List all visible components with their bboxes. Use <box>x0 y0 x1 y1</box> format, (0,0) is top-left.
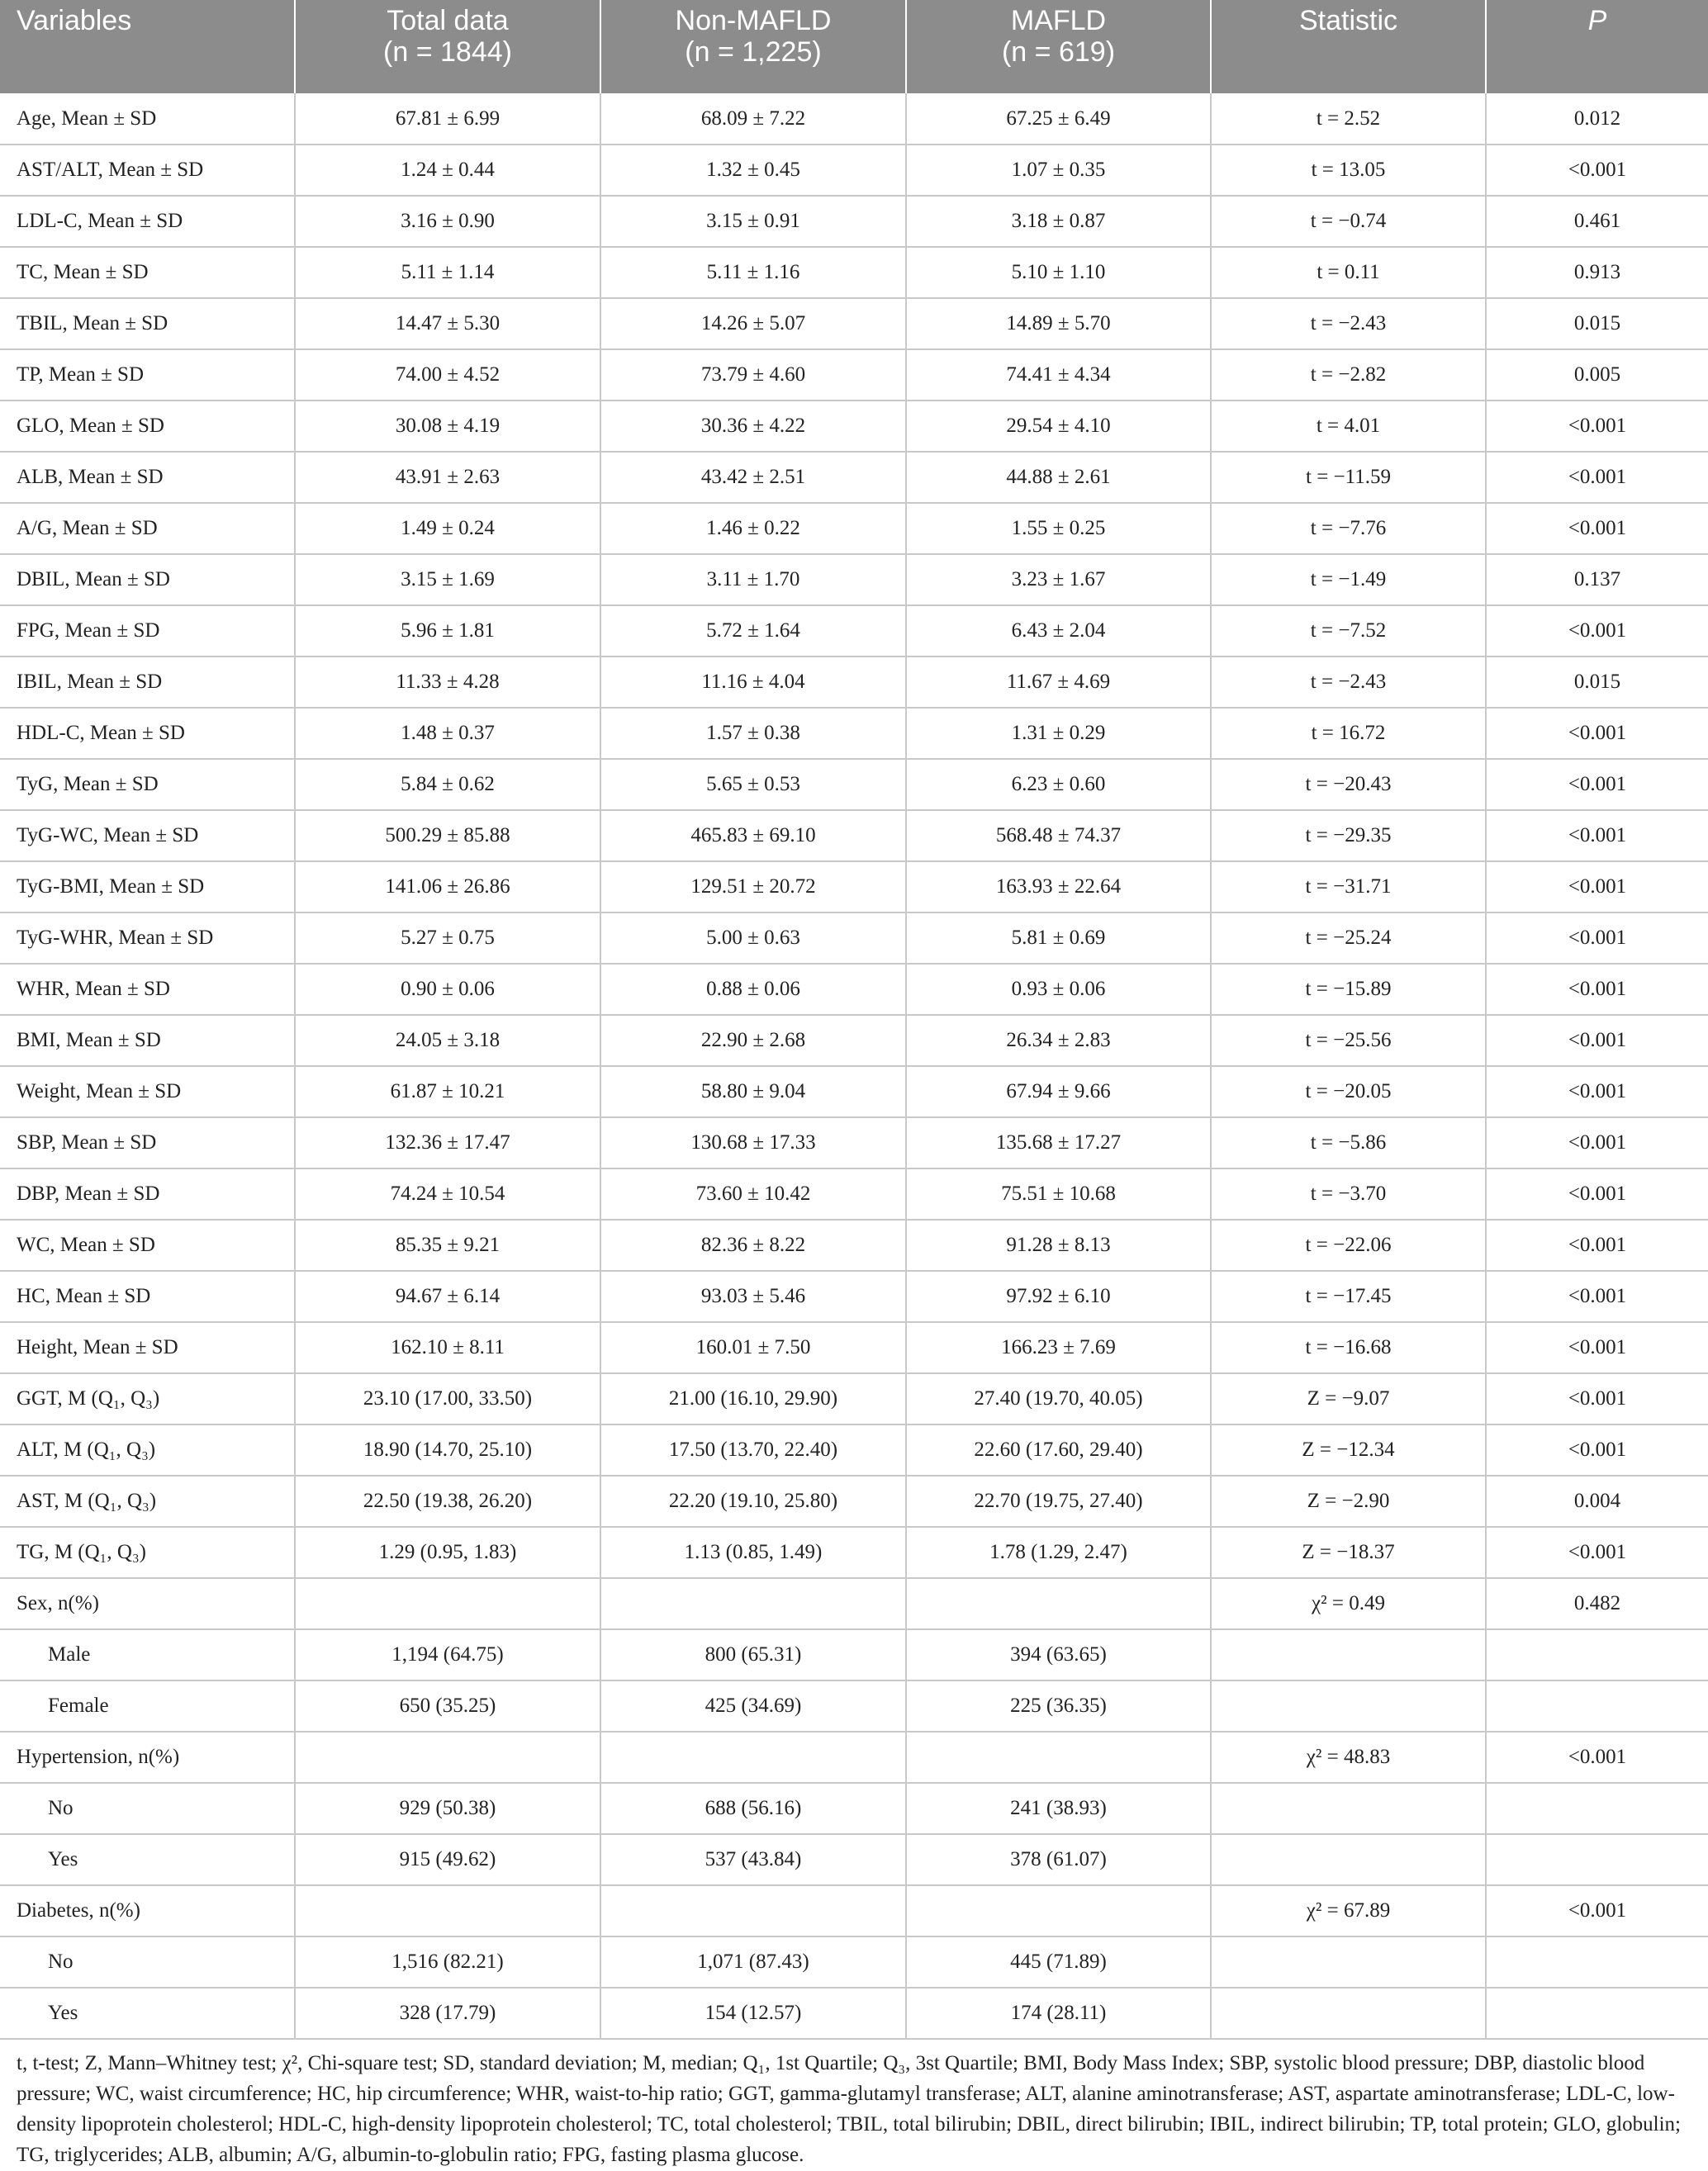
statistic-cell: t = 13.05 <box>1211 145 1486 196</box>
table-row <box>0 861 1708 912</box>
table-row <box>0 912 1708 964</box>
mafld-cell: 91.28 ± 8.13 <box>906 1220 1211 1271</box>
p-value-cell: <0.001 <box>1486 1015 1708 1066</box>
mafld-cell: 44.88 ± 2.61 <box>906 452 1211 503</box>
p-value-cell: 0.913 <box>1486 247 1708 298</box>
mafld-cell: 1.78 (1.29, 2.47) <box>906 1527 1211 1578</box>
non-mafld-cell: 73.79 ± 4.60 <box>600 349 906 401</box>
non-mafld-cell: 14.26 ± 5.07 <box>600 298 906 349</box>
total-data-cell: 3.15 ± 1.69 <box>295 554 600 605</box>
p-value-cell: 0.005 <box>1486 349 1708 401</box>
table-row <box>0 1424 1708 1476</box>
total-data-cell: 1.49 ± 0.24 <box>295 503 600 554</box>
table-row <box>0 1578 1708 1629</box>
mafld-cell: 27.40 (19.70, 40.05) <box>906 1373 1211 1424</box>
statistic-cell: Z = −18.37 <box>1211 1527 1486 1578</box>
table-row <box>0 708 1708 759</box>
mafld-cell <box>906 1885 1211 1936</box>
statistic-cell <box>1211 1834 1486 1885</box>
table-row <box>0 349 1708 401</box>
mafld-cell: 22.70 (19.75, 27.40) <box>906 1476 1211 1527</box>
mafld-cell: 241 (38.93) <box>906 1783 1211 1834</box>
statistic-cell: Z = −12.34 <box>1211 1424 1486 1476</box>
non-mafld-cell: 465.83 ± 69.10 <box>600 810 906 861</box>
table-row <box>0 1680 1708 1732</box>
variable-cell: LDL-C, Mean ± SD <box>0 196 295 247</box>
mafld-cell: 0.93 ± 0.06 <box>906 964 1211 1015</box>
statistic-cell: χ² = 0.49 <box>1211 1578 1486 1629</box>
variable-cell: Yes <box>0 1834 295 1885</box>
statistic-cell: t = 0.11 <box>1211 247 1486 298</box>
non-mafld-cell: 5.11 ± 1.16 <box>600 247 906 298</box>
p-value-cell <box>1486 1680 1708 1732</box>
non-mafld-cell: 160.01 ± 7.50 <box>600 1322 906 1373</box>
total-data-cell: 5.11 ± 1.14 <box>295 247 600 298</box>
non-mafld-cell <box>600 1732 906 1783</box>
statistic-cell: t = −7.76 <box>1211 503 1486 554</box>
table-row <box>0 759 1708 810</box>
table-row <box>0 1271 1708 1322</box>
mafld-cell: 394 (63.65) <box>906 1629 1211 1680</box>
mafld-cell: 29.54 ± 4.10 <box>906 401 1211 452</box>
p-value-cell: 0.482 <box>1486 1578 1708 1629</box>
mafld-cell: 26.34 ± 2.83 <box>906 1015 1211 1066</box>
non-mafld-cell: 154 (12.57) <box>600 1988 906 2039</box>
p-value-cell: 0.461 <box>1486 196 1708 247</box>
header-row <box>0 0 1708 93</box>
total-data-cell: 328 (17.79) <box>295 1988 600 2039</box>
non-mafld-cell: 73.60 ± 10.42 <box>600 1168 906 1220</box>
table-row <box>0 554 1708 605</box>
total-data-cell: 74.24 ± 10.54 <box>295 1168 600 1220</box>
p-value-cell: <0.001 <box>1486 1885 1708 1936</box>
table-row <box>0 1988 1708 2039</box>
p-value-cell <box>1486 1988 1708 2039</box>
variable-cell: HDL-C, Mean ± SD <box>0 708 295 759</box>
non-mafld-cell: 1,071 (87.43) <box>600 1936 906 1988</box>
statistic-cell <box>1211 1936 1486 1988</box>
non-mafld-cell <box>600 1885 906 1936</box>
variable-cell: HC, Mean ± SD <box>0 1271 295 1322</box>
total-data-cell: 24.05 ± 3.18 <box>295 1015 600 1066</box>
p-value-cell: 0.137 <box>1486 554 1708 605</box>
non-mafld-cell: 43.42 ± 2.51 <box>600 452 906 503</box>
non-mafld-cell: 93.03 ± 5.46 <box>600 1271 906 1322</box>
header-variables: Variables <box>0 0 295 93</box>
variable-cell: FPG, Mean ± SD <box>0 605 295 657</box>
variable-cell: Height, Mean ± SD <box>0 1322 295 1373</box>
table-row <box>0 1015 1708 1066</box>
total-data-cell: 132.36 ± 17.47 <box>295 1117 600 1168</box>
variable-cell: IBIL, Mean ± SD <box>0 657 295 708</box>
statistic-cell: χ² = 48.83 <box>1211 1732 1486 1783</box>
statistic-cell: t = −31.71 <box>1211 861 1486 912</box>
variable-cell: No <box>0 1936 295 1988</box>
total-data-cell: 22.50 (19.38, 26.20) <box>295 1476 600 1527</box>
total-data-cell: 141.06 ± 26.86 <box>295 861 600 912</box>
variable-cell: TyG-BMI, Mean ± SD <box>0 861 295 912</box>
mafld-cell: 3.23 ± 1.67 <box>906 554 1211 605</box>
statistic-cell: t = −7.52 <box>1211 605 1486 657</box>
p-value-cell: <0.001 <box>1486 145 1708 196</box>
variable-cell: Sex, n(%) <box>0 1578 295 1629</box>
statistic-cell: t = 4.01 <box>1211 401 1486 452</box>
p-value-cell: <0.001 <box>1486 452 1708 503</box>
p-value-cell: <0.001 <box>1486 912 1708 964</box>
variable-cell: TC, Mean ± SD <box>0 247 295 298</box>
statistic-cell: Z = −2.90 <box>1211 1476 1486 1527</box>
variable-cell: GGT, M (Q₁, Q₃) <box>0 1373 295 1424</box>
mafld-cell: 1.55 ± 0.25 <box>906 503 1211 554</box>
non-mafld-cell: 30.36 ± 4.22 <box>600 401 906 452</box>
p-value-cell: 0.015 <box>1486 657 1708 708</box>
total-data-cell: 23.10 (17.00, 33.50) <box>295 1373 600 1424</box>
variable-cell: Weight, Mean ± SD <box>0 1066 295 1117</box>
mafld-cell <box>906 1732 1211 1783</box>
statistic-cell: t = −20.43 <box>1211 759 1486 810</box>
mafld-cell: 74.41 ± 4.34 <box>906 349 1211 401</box>
table-row <box>0 810 1708 861</box>
statistic-cell: t = −29.35 <box>1211 810 1486 861</box>
table-row <box>0 1117 1708 1168</box>
total-data-cell: 5.96 ± 1.81 <box>295 605 600 657</box>
variable-cell: AST/ALT, Mean ± SD <box>0 145 295 196</box>
variable-cell: TG, M (Q₁, Q₃) <box>0 1527 295 1578</box>
statistic-cell: t = −2.43 <box>1211 298 1486 349</box>
p-value-cell: <0.001 <box>1486 1271 1708 1322</box>
p-value-cell: 0.012 <box>1486 93 1708 145</box>
total-data-cell: 11.33 ± 4.28 <box>295 657 600 708</box>
table-row <box>0 1066 1708 1117</box>
mafld-cell: 1.07 ± 0.35 <box>906 145 1211 196</box>
total-data-cell: 1,194 (64.75) <box>295 1629 600 1680</box>
total-data-cell: 3.16 ± 0.90 <box>295 196 600 247</box>
statistic-cell: t = −15.89 <box>1211 964 1486 1015</box>
total-data-cell: 5.84 ± 0.62 <box>295 759 600 810</box>
mafld-cell: 445 (71.89) <box>906 1936 1211 1988</box>
non-mafld-cell: 5.72 ± 1.64 <box>600 605 906 657</box>
mafld-cell: 67.94 ± 9.66 <box>906 1066 1211 1117</box>
variable-cell: ALT, M (Q₁, Q₃) <box>0 1424 295 1476</box>
p-value-cell: <0.001 <box>1486 1373 1708 1424</box>
table-row <box>0 1629 1708 1680</box>
statistic-cell: t = −16.68 <box>1211 1322 1486 1373</box>
p-value-cell: <0.001 <box>1486 759 1708 810</box>
statistic-cell: t = −2.43 <box>1211 657 1486 708</box>
statistic-cell: t = −22.06 <box>1211 1220 1486 1271</box>
p-value-cell: <0.001 <box>1486 1732 1708 1783</box>
p-value-cell: <0.001 <box>1486 1424 1708 1476</box>
mafld-cell: 5.81 ± 0.69 <box>906 912 1211 964</box>
table-row <box>0 1936 1708 1988</box>
statistic-cell: t = 16.72 <box>1211 708 1486 759</box>
total-data-cell: 1,516 (82.21) <box>295 1936 600 1988</box>
total-data-cell: 1.48 ± 0.37 <box>295 708 600 759</box>
total-data-cell: 14.47 ± 5.30 <box>295 298 600 349</box>
p-value-cell: <0.001 <box>1486 1322 1708 1373</box>
p-value-cell: 0.015 <box>1486 298 1708 349</box>
total-data-cell: 43.91 ± 2.63 <box>295 452 600 503</box>
table-body <box>0 93 1708 2039</box>
p-value-cell: <0.001 <box>1486 1066 1708 1117</box>
total-data-cell: 650 (35.25) <box>295 1680 600 1732</box>
header-p-value: P <box>1486 0 1708 93</box>
p-value-cell: <0.001 <box>1486 1220 1708 1271</box>
mafld-cell: 6.23 ± 0.60 <box>906 759 1211 810</box>
mafld-cell: 135.68 ± 17.27 <box>906 1117 1211 1168</box>
table-row <box>0 1220 1708 1271</box>
p-value-cell: <0.001 <box>1486 1527 1708 1578</box>
table-row <box>0 247 1708 298</box>
non-mafld-cell: 22.20 (19.10, 25.80) <box>600 1476 906 1527</box>
non-mafld-cell: 688 (56.16) <box>600 1783 906 1834</box>
table-row <box>0 503 1708 554</box>
mafld-cell: 6.43 ± 2.04 <box>906 605 1211 657</box>
variable-cell: GLO, Mean ± SD <box>0 401 295 452</box>
variable-cell: ALB, Mean ± SD <box>0 452 295 503</box>
p-value-cell: <0.001 <box>1486 861 1708 912</box>
variable-cell: Age, Mean ± SD <box>0 93 295 145</box>
non-mafld-cell: 130.68 ± 17.33 <box>600 1117 906 1168</box>
variable-cell: TyG-WC, Mean ± SD <box>0 810 295 861</box>
table-row <box>0 298 1708 349</box>
non-mafld-cell: 22.90 ± 2.68 <box>600 1015 906 1066</box>
variable-cell: DBIL, Mean ± SD <box>0 554 295 605</box>
table-row <box>0 1476 1708 1527</box>
non-mafld-cell: 11.16 ± 4.04 <box>600 657 906 708</box>
p-value-cell <box>1486 1783 1708 1834</box>
p-value-cell: <0.001 <box>1486 964 1708 1015</box>
mafld-cell <box>906 1578 1211 1629</box>
variable-cell: TBIL, Mean ± SD <box>0 298 295 349</box>
variable-cell: AST, M (Q₁, Q₃) <box>0 1476 295 1527</box>
p-value-cell <box>1486 1936 1708 1988</box>
total-data-cell: 500.29 ± 85.88 <box>295 810 600 861</box>
variable-cell: A/G, Mean ± SD <box>0 503 295 554</box>
mafld-cell: 5.10 ± 1.10 <box>906 247 1211 298</box>
table-row <box>0 605 1708 657</box>
mafld-cell: 11.67 ± 4.69 <box>906 657 1211 708</box>
mafld-cell: 1.31 ± 0.29 <box>906 708 1211 759</box>
table-row <box>0 1373 1708 1424</box>
total-data-cell: 162.10 ± 8.11 <box>295 1322 600 1373</box>
non-mafld-cell: 537 (43.84) <box>600 1834 906 1885</box>
total-data-cell: 18.90 (14.70, 25.10) <box>295 1424 600 1476</box>
variable-cell: Yes <box>0 1988 295 2039</box>
statistic-cell: t = −0.74 <box>1211 196 1486 247</box>
mafld-cell: 568.48 ± 74.37 <box>906 810 1211 861</box>
non-mafld-cell: 1.32 ± 0.45 <box>600 145 906 196</box>
non-mafld-cell <box>600 1578 906 1629</box>
statistic-cell: t = −25.56 <box>1211 1015 1486 1066</box>
non-mafld-cell: 800 (65.31) <box>600 1629 906 1680</box>
table-row <box>0 1168 1708 1220</box>
table-row <box>0 1834 1708 1885</box>
non-mafld-cell: 5.65 ± 0.53 <box>600 759 906 810</box>
statistic-cell: t = −17.45 <box>1211 1271 1486 1322</box>
p-value-cell: <0.001 <box>1486 1117 1708 1168</box>
p-value-cell: <0.001 <box>1486 708 1708 759</box>
statistic-cell: t = 2.52 <box>1211 93 1486 145</box>
mafld-cell: 166.23 ± 7.69 <box>906 1322 1211 1373</box>
non-mafld-cell: 17.50 (13.70, 22.40) <box>600 1424 906 1476</box>
total-data-cell: 5.27 ± 0.75 <box>295 912 600 964</box>
statistic-cell: Z = −9.07 <box>1211 1373 1486 1424</box>
p-value-cell: 0.004 <box>1486 1476 1708 1527</box>
table-row <box>0 964 1708 1015</box>
table-row <box>0 657 1708 708</box>
statistic-cell: χ² = 67.89 <box>1211 1885 1486 1936</box>
total-data-cell: 0.90 ± 0.06 <box>295 964 600 1015</box>
statistic-cell: t = −11.59 <box>1211 452 1486 503</box>
non-mafld-cell: 58.80 ± 9.04 <box>600 1066 906 1117</box>
total-data-cell: 67.81 ± 6.99 <box>295 93 600 145</box>
variable-cell: Diabetes, n(%) <box>0 1885 295 1936</box>
variable-cell: WC, Mean ± SD <box>0 1220 295 1271</box>
variable-cell: DBP, Mean ± SD <box>0 1168 295 1220</box>
statistic-cell <box>1211 1629 1486 1680</box>
non-mafld-cell: 68.09 ± 7.22 <box>600 93 906 145</box>
header-statistic: Statistic <box>1211 0 1486 93</box>
variable-cell: TP, Mean ± SD <box>0 349 295 401</box>
total-data-cell <box>295 1578 600 1629</box>
variable-cell: Female <box>0 1680 295 1732</box>
p-value-cell: <0.001 <box>1486 605 1708 657</box>
statistic-cell <box>1211 1988 1486 2039</box>
total-data-cell: 61.87 ± 10.21 <box>295 1066 600 1117</box>
p-value-cell <box>1486 1629 1708 1680</box>
statistic-cell: t = −1.49 <box>1211 554 1486 605</box>
table-row <box>0 1732 1708 1783</box>
variable-cell: Male <box>0 1629 295 1680</box>
table-header <box>0 0 1708 93</box>
mafld-cell: 378 (61.07) <box>906 1834 1211 1885</box>
statistic-cell: t = −5.86 <box>1211 1117 1486 1168</box>
mafld-cell: 22.60 (17.60, 29.40) <box>906 1424 1211 1476</box>
variable-cell: TyG-WHR, Mean ± SD <box>0 912 295 964</box>
table-row <box>0 1527 1708 1578</box>
table-row <box>0 1783 1708 1834</box>
non-mafld-cell: 3.15 ± 0.91 <box>600 196 906 247</box>
mafld-cell: 163.93 ± 22.64 <box>906 861 1211 912</box>
non-mafld-cell: 82.36 ± 8.22 <box>600 1220 906 1271</box>
non-mafld-cell: 1.13 (0.85, 1.49) <box>600 1527 906 1578</box>
non-mafld-cell: 425 (34.69) <box>600 1680 906 1732</box>
p-value-cell: <0.001 <box>1486 503 1708 554</box>
p-value-cell <box>1486 1834 1708 1885</box>
variable-cell: BMI, Mean ± SD <box>0 1015 295 1066</box>
mafld-cell: 75.51 ± 10.68 <box>906 1168 1211 1220</box>
mafld-cell: 97.92 ± 6.10 <box>906 1271 1211 1322</box>
variable-cell: TyG, Mean ± SD <box>0 759 295 810</box>
table-footnote: t, t-test; Z, Mann–Whitney test; χ², Chi-square test; SD, standard deviation; M, median; Q₁, 1st Quartile; Q₃, 3st Quartile; BMI, Body Mass Index; SBP, systolic blood pressure; DBP, diastolic blood pressure; WC, waist circumference; HC, hip circumference; WHR, waist-to-hip ratio; GGT, gamma-glutamyl transferase; ALT, alanine aminotransferase; AST, aspartate aminotransferase; LDL-C, low-density lipoprotein cholesterol; HDL-C, high-density lipoprotein cholesterol; TC, total cholesterol; TBIL, total bilirubin; DBIL, direct bilirubin; IBIL, indirect bilirubin; TP, total protein; GLO, globulin; TG, triglycerides; ALB, albumin; A/G, albumin-to-globulin ratio; FPG, fasting plasma glucose. <box>17 2052 1681 2166</box>
p-value-cell: <0.001 <box>1486 810 1708 861</box>
mafld-cell: 14.89 ± 5.70 <box>906 298 1211 349</box>
p-value-cell: <0.001 <box>1486 1168 1708 1220</box>
total-data-cell: 1.24 ± 0.44 <box>295 145 600 196</box>
total-data-cell: 85.35 ± 9.21 <box>295 1220 600 1271</box>
statistic-cell: t = −3.70 <box>1211 1168 1486 1220</box>
header-mafld: MAFLD (n = 619) <box>906 0 1211 93</box>
statistic-cell <box>1211 1680 1486 1732</box>
variable-cell: WHR, Mean ± SD <box>0 964 295 1015</box>
table-row <box>0 1322 1708 1373</box>
header-non-mafld: Non-MAFLD (n = 1,225) <box>600 0 906 93</box>
table-row <box>0 93 1708 145</box>
total-data-cell: 915 (49.62) <box>295 1834 600 1885</box>
non-mafld-cell: 1.57 ± 0.38 <box>600 708 906 759</box>
table-row <box>0 145 1708 196</box>
mafld-cell: 3.18 ± 0.87 <box>906 196 1211 247</box>
total-data-cell <box>295 1732 600 1783</box>
total-data-cell: 74.00 ± 4.52 <box>295 349 600 401</box>
total-data-cell: 94.67 ± 6.14 <box>295 1271 600 1322</box>
statistic-cell: t = −2.82 <box>1211 349 1486 401</box>
header-total-data: Total data (n = 1844) <box>295 0 600 93</box>
statistic-cell: t = −20.05 <box>1211 1066 1486 1117</box>
non-mafld-cell: 3.11 ± 1.70 <box>600 554 906 605</box>
mafld-cell: 67.25 ± 6.49 <box>906 93 1211 145</box>
non-mafld-cell: 5.00 ± 0.63 <box>600 912 906 964</box>
variable-cell: Hypertension, n(%) <box>0 1732 295 1783</box>
variable-cell: No <box>0 1783 295 1834</box>
table-row <box>0 452 1708 503</box>
mafld-cell: 225 (36.35) <box>906 1680 1211 1732</box>
statistic-cell: t = −25.24 <box>1211 912 1486 964</box>
non-mafld-cell: 0.88 ± 0.06 <box>600 964 906 1015</box>
total-data-cell: 929 (50.38) <box>295 1783 600 1834</box>
non-mafld-cell: 129.51 ± 20.72 <box>600 861 906 912</box>
statistic-cell <box>1211 1783 1486 1834</box>
mafld-cell: 174 (28.11) <box>906 1988 1211 2039</box>
total-data-cell: 30.08 ± 4.19 <box>295 401 600 452</box>
non-mafld-cell: 21.00 (16.10, 29.90) <box>600 1373 906 1424</box>
table-row <box>0 401 1708 452</box>
variable-cell: SBP, Mean ± SD <box>0 1117 295 1168</box>
p-value-cell: <0.001 <box>1486 401 1708 452</box>
non-mafld-cell: 1.46 ± 0.22 <box>600 503 906 554</box>
total-data-cell: 1.29 (0.95, 1.83) <box>295 1527 600 1578</box>
total-data-cell <box>295 1885 600 1936</box>
table-row <box>0 196 1708 247</box>
table-row <box>0 1885 1708 1936</box>
